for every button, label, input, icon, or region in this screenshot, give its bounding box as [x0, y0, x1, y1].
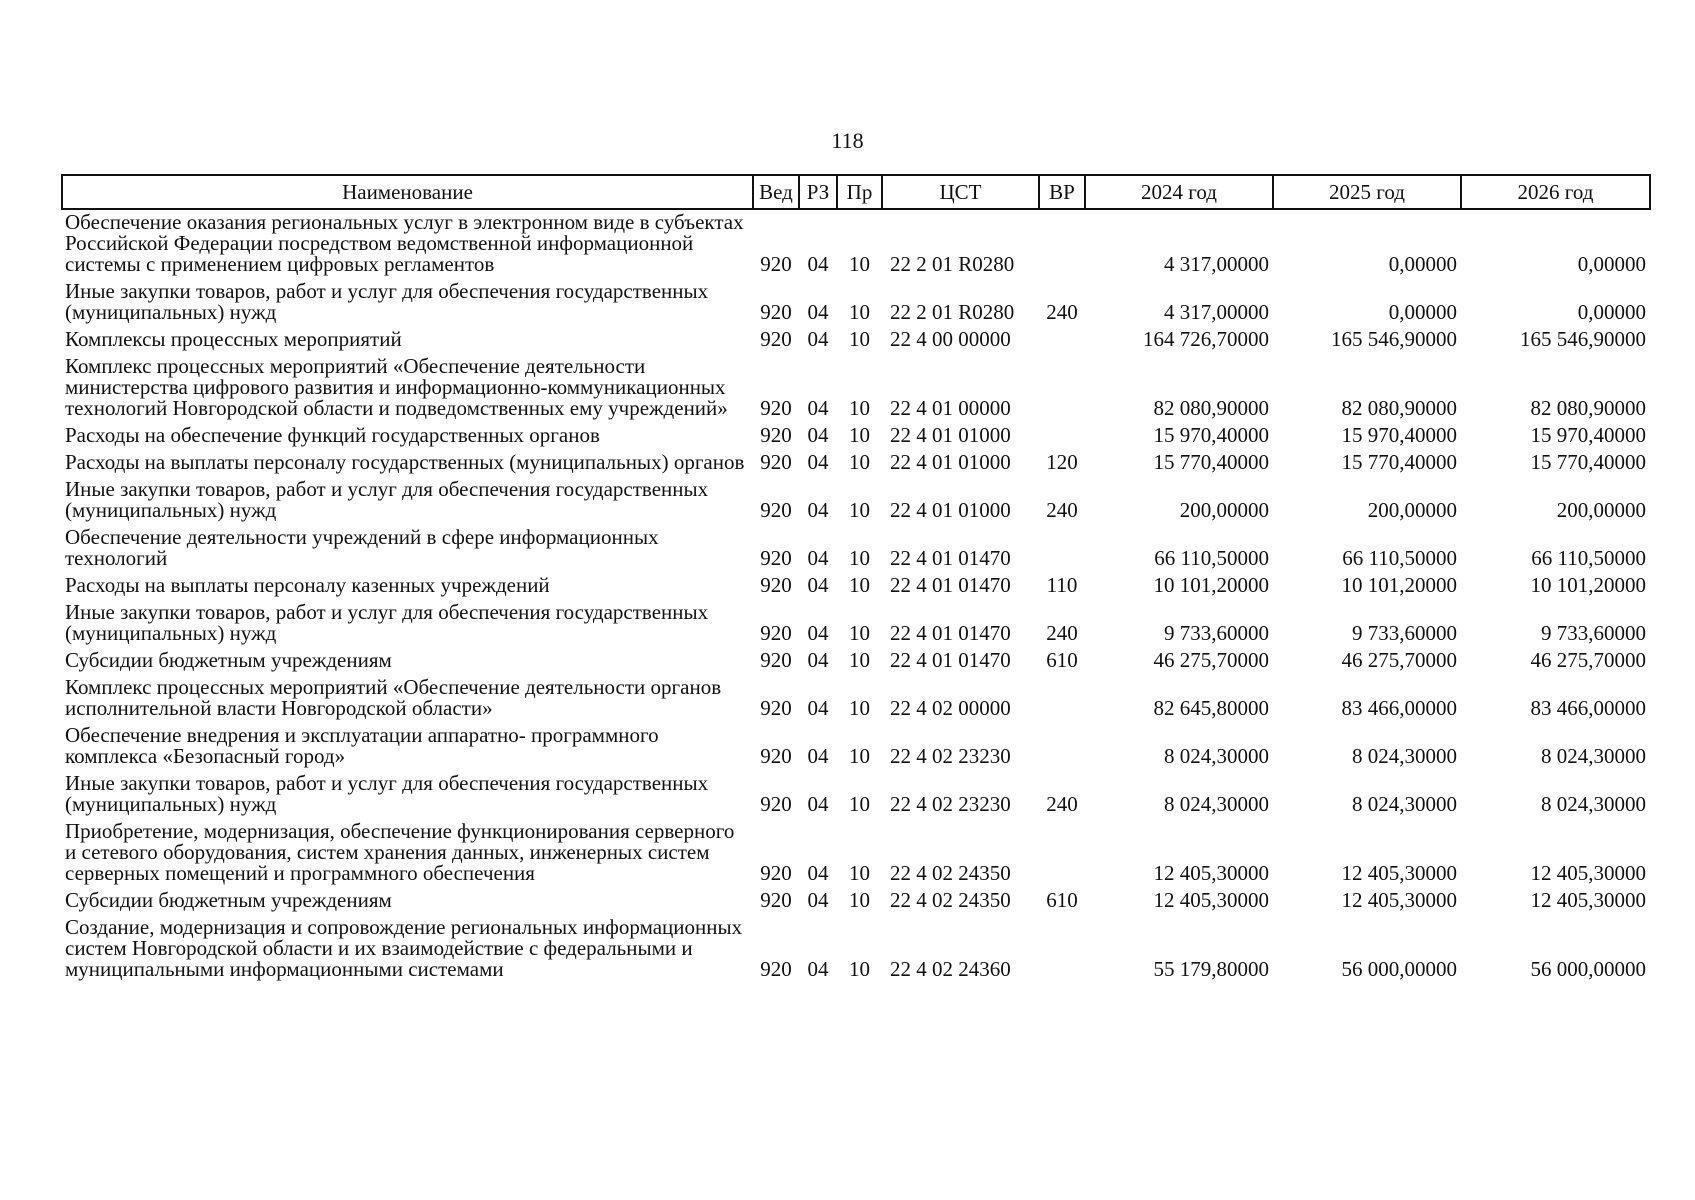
table-row — [62, 450, 1650, 477]
cell-y2024: 10 101,20000 — [1153, 573, 1269, 597]
cell-vr — [1039, 423, 1085, 450]
header-2024: 2024 год — [1085, 175, 1273, 209]
cell-cst: 22 2 01 R0280 — [890, 252, 1015, 276]
cell-y2026: 15 770,40000 — [1530, 450, 1646, 474]
cell-cst: 22 4 02 23230 — [890, 744, 1011, 768]
cell-ved: 920 — [760, 648, 792, 672]
cell-cst: 22 4 01 01470 — [890, 648, 1011, 672]
cell-y2026: 165 546,90000 — [1520, 327, 1646, 351]
cell-name: Расходы на выплаты персоналу казенных учреждений — [65, 573, 550, 597]
cell-y2024: 66 110,50000 — [1154, 546, 1269, 570]
cell-y2024: 82 080,90000 — [1153, 396, 1269, 420]
cell-vr — [1039, 723, 1085, 771]
cell-vr — [1039, 209, 1085, 279]
cell-vr: 610 — [1046, 648, 1078, 672]
cell-vr — [1039, 819, 1085, 888]
cell-rz: 04 — [807, 957, 829, 981]
table-row — [62, 915, 1650, 984]
table-row — [62, 675, 1650, 723]
cell-name: Приобретение, модернизация, обеспечение функционирования серверного и сетевого оборудования, систем хранения данных, инженерных систем серверных помещений и программного обеспечения — [65, 819, 735, 885]
cell-cst: 22 4 02 00000 — [890, 696, 1011, 720]
header-2026: 2026 год — [1461, 175, 1650, 209]
cell-rz: 04 — [807, 396, 829, 420]
cell-pr: 10 — [849, 300, 870, 324]
header-2025: 2025 год — [1273, 175, 1461, 209]
table-row — [62, 600, 1650, 648]
cell-vr — [1039, 525, 1085, 573]
table-row — [62, 209, 1650, 279]
cell-y2026: 8 024,30000 — [1541, 744, 1646, 768]
cell-ved: 920 — [760, 744, 792, 768]
cell-name: Иные закупки товаров, работ и услуг для обеспечения государственных (муниципальных) нужд — [65, 600, 709, 645]
cell-vr: 240 — [1046, 621, 1078, 645]
cell-ved: 920 — [760, 252, 792, 276]
cell-pr: 10 — [849, 546, 870, 570]
cell-y2024: 46 275,70000 — [1153, 648, 1269, 672]
cell-cst: 22 4 01 01470 — [890, 621, 1011, 645]
cell-y2026: 8 024,30000 — [1541, 792, 1646, 816]
cell-cst: 22 4 01 01000 — [890, 450, 1011, 474]
cell-ved: 920 — [760, 957, 792, 981]
cell-name: Расходы на обеспечение функций государственных органов — [65, 423, 600, 447]
table-row — [62, 279, 1650, 327]
cell-rz: 04 — [807, 792, 829, 816]
header-cst: ЦСТ — [882, 175, 1039, 209]
cell-name: Комплексы процессных мероприятий — [65, 327, 402, 351]
cell-pr: 10 — [849, 498, 870, 522]
header-pr: Пр — [837, 175, 882, 209]
cell-rz: 04 — [807, 546, 829, 570]
cell-y2026: 9 733,60000 — [1541, 621, 1646, 645]
cell-name: Иные закупки товаров, работ и услуг для обеспечения государственных (муниципальных) нужд — [65, 771, 709, 816]
cell-cst: 22 4 01 01000 — [890, 498, 1011, 522]
cell-y2024: 12 405,30000 — [1153, 888, 1269, 912]
cell-y2024: 8 024,30000 — [1164, 744, 1269, 768]
page-number: 118 — [831, 128, 864, 153]
cell-pr: 10 — [849, 396, 870, 420]
cell-cst: 22 4 02 24350 — [890, 888, 1011, 912]
cell-cst: 22 4 02 24360 — [890, 957, 1011, 981]
cell-pr: 10 — [849, 573, 870, 597]
header-vr: ВР — [1039, 175, 1085, 209]
cell-name: Обеспечение внедрения и эксплуатации аппаратно- программного комплекса «Безопасный город» — [65, 723, 659, 768]
cell-y2026: 10 101,20000 — [1530, 573, 1646, 597]
cell-y2024: 55 179,80000 — [1153, 957, 1269, 981]
cell-rz: 04 — [807, 888, 829, 912]
cell-y2025: 165 546,90000 — [1331, 327, 1457, 351]
cell-name: Комплекс процессных мероприятий «Обеспечение деятельности министерства цифрового развития и информационно-коммуникационных технологий Новгородской области и подведомственных ему учреждений» — [65, 354, 728, 420]
cell-name: Обеспечение деятельности учреждений в сфере информационных технологий — [65, 525, 659, 570]
cell-y2026: 46 275,70000 — [1530, 648, 1646, 672]
table-row — [62, 888, 1650, 915]
cell-rz: 04 — [807, 573, 829, 597]
cell-rz: 04 — [807, 861, 829, 885]
cell-name: Иные закупки товаров, работ и услуг для обеспечения государственных (муниципальных) нужд — [65, 279, 709, 324]
cell-y2024: 4 317,00000 — [1164, 300, 1269, 324]
cell-y2025: 0,00000 — [1388, 300, 1457, 324]
table-row — [62, 327, 1650, 354]
cell-y2024: 9 733,60000 — [1164, 621, 1269, 645]
cell-rz: 04 — [807, 744, 829, 768]
cell-pr: 10 — [849, 327, 870, 351]
cell-ved: 920 — [760, 573, 792, 597]
cell-vr — [1039, 915, 1085, 984]
cell-pr: 10 — [849, 696, 870, 720]
cell-rz: 04 — [807, 450, 829, 474]
cell-vr — [1039, 327, 1085, 354]
cell-y2024: 15 970,40000 — [1153, 423, 1269, 447]
cell-cst: 22 4 01 01000 — [890, 423, 1011, 447]
cell-rz: 04 — [807, 252, 829, 276]
table-row — [62, 819, 1650, 888]
table-row — [62, 723, 1650, 771]
cell-vr: 240 — [1046, 792, 1078, 816]
cell-ved: 920 — [760, 621, 792, 645]
cell-vr: 610 — [1046, 888, 1078, 912]
cell-cst: 22 4 01 01470 — [890, 573, 1011, 597]
cell-ved: 920 — [760, 546, 792, 570]
cell-pr: 10 — [849, 957, 870, 981]
cell-y2026: 83 466,00000 — [1530, 696, 1646, 720]
cell-pr: 10 — [849, 792, 870, 816]
cell-ved: 920 — [760, 300, 792, 324]
cell-pr: 10 — [849, 861, 870, 885]
cell-y2024: 8 024,30000 — [1164, 792, 1269, 816]
cell-y2026: 12 405,30000 — [1530, 861, 1646, 885]
budget-table — [61, 174, 1651, 984]
cell-y2025: 82 080,90000 — [1341, 396, 1457, 420]
cell-cst: 22 4 02 24350 — [890, 861, 1011, 885]
cell-vr: 120 — [1046, 450, 1078, 474]
cell-vr: 240 — [1046, 300, 1078, 324]
cell-y2025: 9 733,60000 — [1352, 621, 1457, 645]
cell-y2026: 15 970,40000 — [1530, 423, 1646, 447]
cell-pr: 10 — [849, 648, 870, 672]
cell-name: Комплекс процессных мероприятий «Обеспечение деятельности органов исполнительной власти Новгородской области» — [65, 675, 722, 720]
cell-y2026: 0,00000 — [1577, 252, 1646, 276]
cell-y2024: 200,00000 — [1179, 498, 1269, 522]
cell-name: Обеспечение оказания региональных услуг в электронном виде в субъектах Российской Федерации посредством ведомственной информационной системы с применением цифровых регламентов — [65, 210, 744, 276]
cell-pr: 10 — [849, 888, 870, 912]
cell-name: Субсидии бюджетным учреждениям — [65, 648, 392, 672]
cell-y2024: 15 770,40000 — [1153, 450, 1269, 474]
table-row — [62, 477, 1650, 525]
cell-vr — [1039, 354, 1085, 423]
header-name: Наименование — [62, 175, 753, 209]
cell-ved: 920 — [760, 450, 792, 474]
table-row — [62, 525, 1650, 573]
cell-y2025: 46 275,70000 — [1341, 648, 1457, 672]
cell-ved: 920 — [760, 792, 792, 816]
cell-pr: 10 — [849, 621, 870, 645]
cell-rz: 04 — [807, 498, 829, 522]
cell-y2026: 0,00000 — [1577, 300, 1646, 324]
cell-y2025: 200,00000 — [1367, 498, 1457, 522]
cell-y2024: 164 726,70000 — [1143, 327, 1269, 351]
table-row — [62, 573, 1650, 600]
cell-y2026: 200,00000 — [1556, 498, 1646, 522]
cell-ved: 920 — [760, 423, 792, 447]
cell-y2024: 4 317,00000 — [1164, 252, 1269, 276]
cell-ved: 920 — [760, 396, 792, 420]
cell-vr — [1039, 675, 1085, 723]
cell-rz: 04 — [807, 327, 829, 351]
table-header-row — [62, 175, 1650, 209]
table-row — [62, 771, 1650, 819]
table-row — [62, 648, 1650, 675]
cell-cst: 22 2 01 R0280 — [890, 300, 1015, 324]
cell-cst: 22 4 02 23230 — [890, 792, 1011, 816]
cell-rz: 04 — [807, 423, 829, 447]
cell-rz: 04 — [807, 648, 829, 672]
table-row — [62, 354, 1650, 423]
cell-ved: 920 — [760, 696, 792, 720]
cell-y2026: 12 405,30000 — [1530, 888, 1646, 912]
header-rz: РЗ — [799, 175, 837, 209]
cell-y2025: 8 024,30000 — [1352, 792, 1457, 816]
cell-pr: 10 — [849, 252, 870, 276]
cell-rz: 04 — [807, 696, 829, 720]
cell-ved: 920 — [760, 888, 792, 912]
cell-y2026: 82 080,90000 — [1530, 396, 1646, 420]
cell-vr: 240 — [1046, 498, 1078, 522]
cell-y2025: 56 000,00000 — [1341, 957, 1457, 981]
cell-name: Расходы на выплаты персоналу государственных (муниципальных) органов — [65, 450, 745, 474]
cell-y2025: 15 770,40000 — [1341, 450, 1457, 474]
cell-y2025: 15 970,40000 — [1341, 423, 1457, 447]
cell-y2025: 12 405,30000 — [1341, 861, 1457, 885]
cell-cst: 22 4 00 00000 — [890, 327, 1011, 351]
cell-y2025: 66 110,50000 — [1342, 546, 1457, 570]
header-ved: Вед — [753, 175, 799, 209]
cell-vr: 110 — [1046, 573, 1078, 597]
cell-y2025: 10 101,20000 — [1341, 573, 1457, 597]
cell-rz: 04 — [807, 621, 829, 645]
cell-name: Создание, модернизация и сопровождение региональных информационных систем Новгородской области и их взаимодействие с федеральными и муниципальными информационными системами — [65, 915, 743, 981]
cell-cst: 22 4 01 00000 — [890, 396, 1011, 420]
cell-cst: 22 4 01 01470 — [890, 546, 1011, 570]
cell-ved: 920 — [760, 861, 792, 885]
cell-y2025: 8 024,30000 — [1352, 744, 1457, 768]
cell-pr: 10 — [849, 450, 870, 474]
table-body — [62, 209, 1650, 984]
table-row — [62, 423, 1650, 450]
cell-y2024: 82 645,80000 — [1153, 696, 1269, 720]
cell-pr: 10 — [849, 744, 870, 768]
cell-y2025: 83 466,00000 — [1341, 696, 1457, 720]
cell-name: Субсидии бюджетным учреждениям — [65, 888, 392, 912]
cell-rz: 04 — [807, 300, 829, 324]
cell-pr: 10 — [849, 423, 870, 447]
cell-y2024: 12 405,30000 — [1153, 861, 1269, 885]
cell-name: Иные закупки товаров, работ и услуг для обеспечения государственных (муниципальных) нужд — [65, 477, 709, 522]
cell-ved: 920 — [760, 498, 792, 522]
cell-y2026: 56 000,00000 — [1530, 957, 1646, 981]
cell-y2026: 66 110,50000 — [1531, 546, 1646, 570]
cell-y2025: 0,00000 — [1388, 252, 1457, 276]
cell-y2025: 12 405,30000 — [1341, 888, 1457, 912]
cell-ved: 920 — [760, 327, 792, 351]
